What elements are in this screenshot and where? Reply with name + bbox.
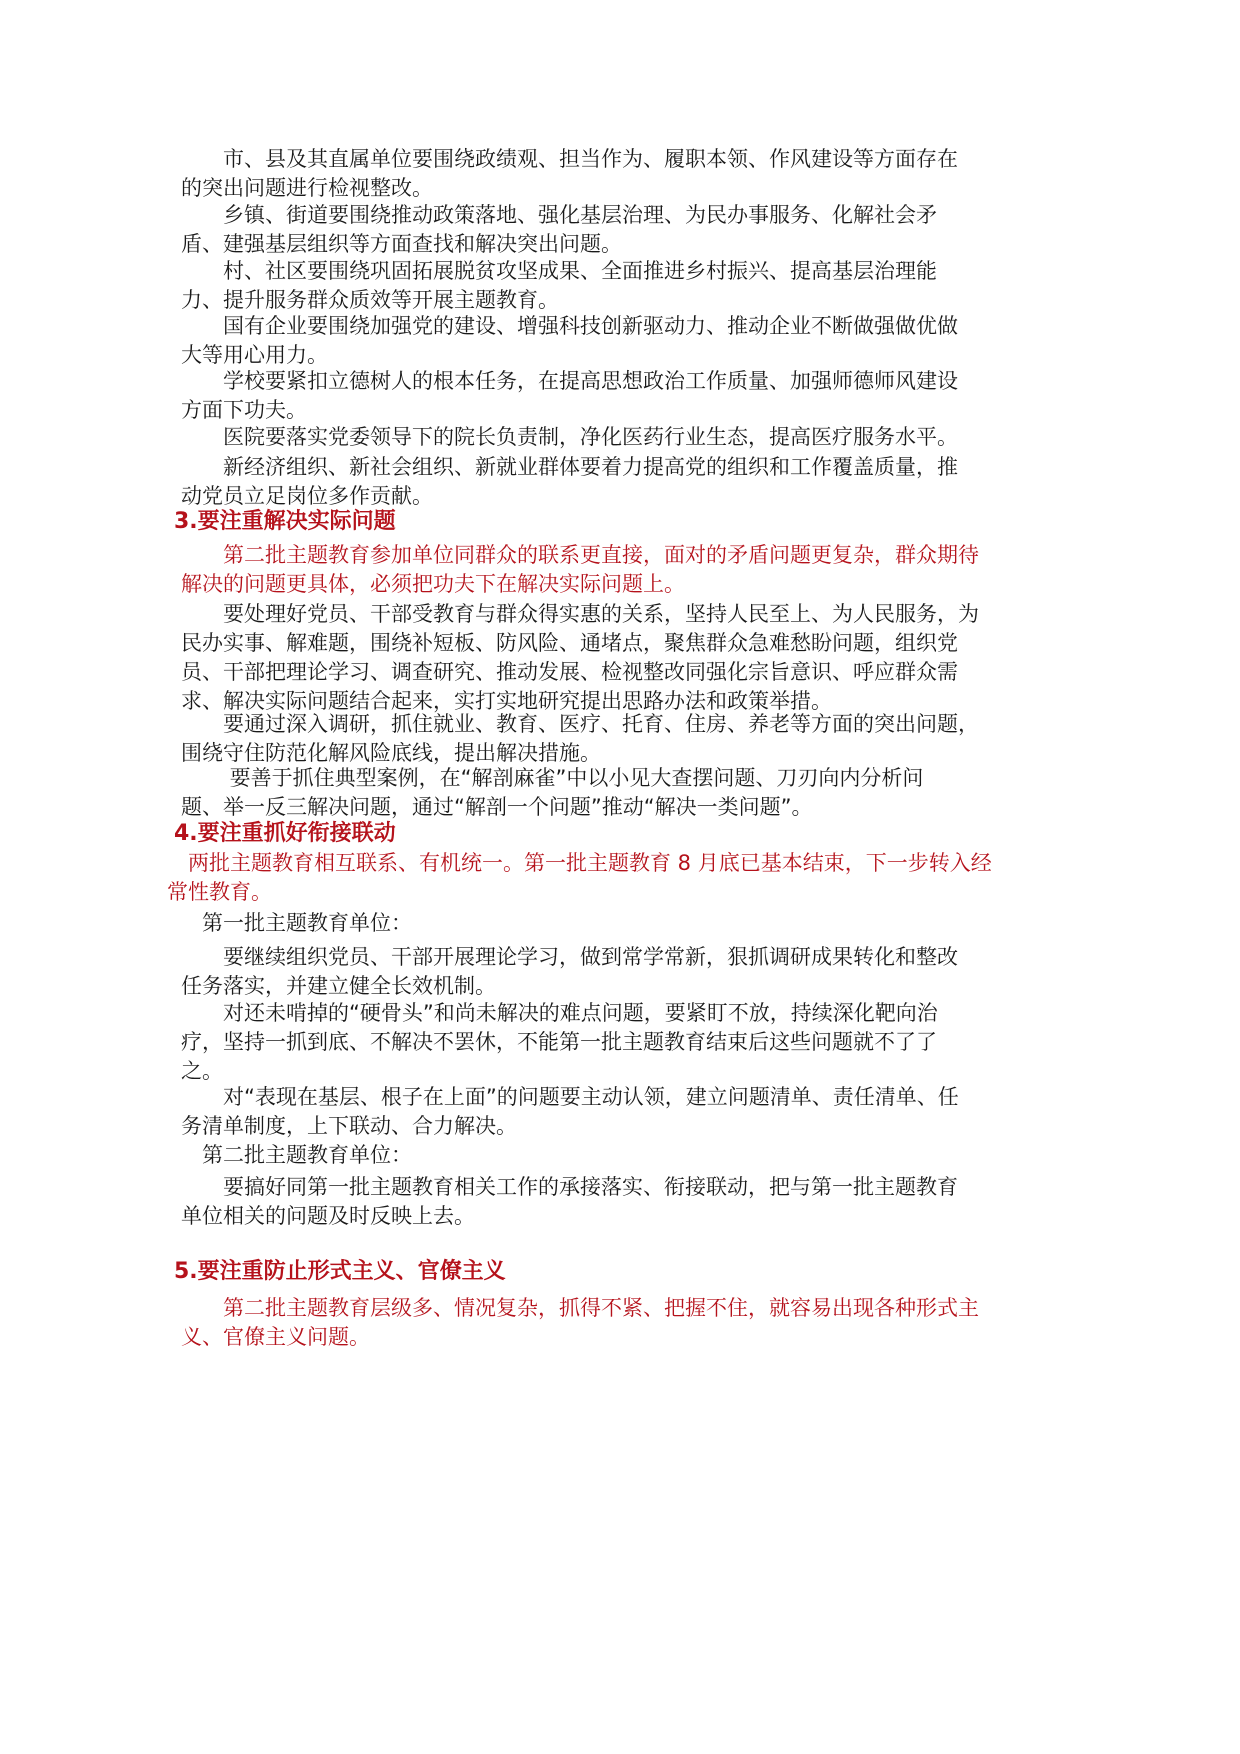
highlight-paragraph-4: 两批主题教育相互联系、有机统一。第一批主题教育 8 月底已基本结束，下一步转入经 常性教育。	[167, 851, 992, 904]
section-heading-5: 5.要注重防止形式主义、官僚主义	[174, 1259, 506, 1284]
highlight-paragraph-5: 第二批主题教育层级多、情况复杂，抓得不紧、把握不住，就容易出现各种形式主 义、官僚主义问题。	[181, 1296, 979, 1349]
paragraph-hard-problems: 对还未啃掉的“硬骨头”和尚未解决的难点问题，要紧盯不放，持续深化靶向治 疗，坚持一抓到底、不解决不罢休，不能第一批主题教育结束后这些问题就不了了 之。	[181, 1001, 938, 1083]
paragraph-village-community: 村、社区要围绕巩固拓展脱贫攻坚成果、全面推进乡村振兴、提高基层治理能 力、提升服务群众质效等开展主题教育。	[181, 259, 937, 312]
paragraph-hospital: 医院要落实党委领导下的院长负责制，净化医药行业生态，提高医疗服务水平。	[181, 425, 958, 449]
paragraph-practical-issues: 要处理好党员、干部受教育与群众得实惠的关系，坚持人民至上、为人民服务，为 民办实事、解难题，围绕补短板、防风险、通堵点，聚焦群众急难愁盼问题，组织党 员、干部把理论学习、调查研究、推动发展、检视整改同强化宗旨意识、呼应群众需 求、解决实际问题结合起来，实打实地研究提出思路办法和政策举措。	[181, 602, 979, 713]
subheading-second-batch: 第二批主题教育单位：	[181, 1143, 412, 1167]
paragraph-city-county: 市、县及其直属单位要围绕政绩观、担当作为、履职本领、作风建设等方面存在 的突出问题进行检视整改。	[181, 147, 958, 200]
paragraph-grassroots-issues: 对“表现在基层、根子在上面”的问题要主动认领，建立问题清单、责任清单、任 务清单制度，上下联动、合力解决。	[181, 1085, 959, 1138]
highlight-paragraph-3: 第二批主题教育参加单位同群众的联系更直接，面对的矛盾问题更复杂，群众期待 解决的问题更具体，必须把功夫下在解决实际问题上。	[181, 543, 979, 596]
paragraph-township-street: 乡镇、街道要围绕推动政策落地、强化基层治理、为民办事服务、化解社会矛 盾、建强基层组织等方面查找和解决突出问题。	[181, 203, 937, 256]
paragraph-linkage: 要搞好同第一批主题教育相关工作的承接落实、衔接联动，把与第一批主题教育 单位相关的问题及时反映上去。	[181, 1175, 958, 1228]
paragraph-case-study: 要善于抓住典型案例，在“解剖麻雀”中以小见大查摆问题、刀刃向内分析问 题、举一反三解决问题，通过“解剖一个问题”推动“解决一类问题”。	[181, 766, 924, 819]
section-heading-3: 3.要注重解决实际问题	[174, 509, 396, 534]
paragraph-continue-study: 要继续组织党员、干部开展理论学习，做到常学常新，狠抓调研成果转化和整改 任务落实，并建立健全长效机制。	[181, 945, 958, 998]
paragraph-school: 学校要紧扣立德树人的根本任务，在提高思想政治工作质量、加强师德师风建设 方面下功夫。	[181, 369, 958, 422]
paragraph-research: 要通过深入调研，抓住就业、教育、医疗、托育、住房、养老等方面的突出问题， 围绕守住防范化解风险底线，提出解决措施。	[181, 712, 979, 765]
paragraph-state-enterprise: 国有企业要围绕加强党的建设、增强科技创新驱动力、推动企业不断做强做优做 大等用心用力。	[181, 314, 958, 367]
paragraph-new-organizations: 新经济组织、新社会组织、新就业群体要着力提高党的组织和工作覆盖质量，推 动党员立足岗位多作贡献。	[181, 455, 958, 508]
section-heading-4: 4.要注重抓好衔接联动	[174, 821, 396, 846]
subheading-first-batch: 第一批主题教育单位：	[181, 911, 412, 935]
